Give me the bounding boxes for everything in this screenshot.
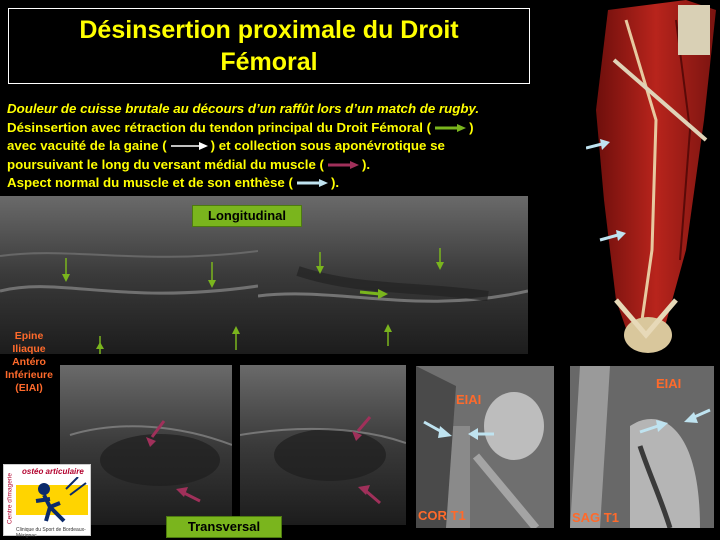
description-line-1: Douleur de cuisse brutale au décours d’un raffût lors d’un match de rugby.	[7, 101, 480, 116]
mri-sag-eiai-label: EIAI	[656, 376, 682, 391]
description-line-4-end: ).	[361, 156, 371, 172]
description-line-3	[7, 137, 577, 156]
mri-coronal-t1-image	[416, 366, 554, 528]
eiai-side-line: Iliaque	[12, 343, 46, 355]
description-line-2-end: )	[469, 119, 474, 135]
case-description	[7, 100, 577, 193]
mri-sagittal-t1-image	[570, 366, 714, 528]
description-line-5-start: Aspect normal du muscle et de son enthèse (	[7, 175, 293, 190]
eiai-side-line: Epine	[14, 330, 44, 342]
transversal-label: Transversal	[166, 516, 282, 538]
description-line-5	[7, 174, 577, 193]
transversal-ultrasound-right	[240, 365, 406, 525]
description-line-3-start: avec vacuité de la gaine (	[7, 138, 167, 153]
thigh-muscle-anatomy-image	[586, 0, 720, 360]
eiai-side-line: Inférieure	[5, 369, 53, 381]
purple-arrow-icon	[326, 160, 360, 170]
sag-t1-label: SAG T1	[572, 510, 619, 525]
logo-side-text: Centre d'imagerie	[6, 472, 14, 525]
light-blue-arrow-icon	[295, 178, 329, 188]
eiai-side-line: Antéro	[12, 356, 46, 368]
longitudinal-label: Longitudinal	[192, 205, 302, 227]
cor-t1-label: COR T1	[418, 508, 466, 523]
description-line-4	[7, 156, 577, 175]
description-line-3-end: ) et collection sous aponévrotique se	[210, 138, 445, 153]
description-line-2-start: Désinsertion avec rétraction du tendon principal du Droit Fémoral (	[7, 119, 432, 135]
description-line-2	[7, 119, 577, 138]
logo-top-text: ostéo articulaire	[22, 467, 84, 476]
green-arrow-icon	[433, 123, 467, 133]
eiai-side-line: (EIAI)	[15, 382, 43, 394]
title-line-2: Fémoral	[220, 48, 318, 76]
description-line-4-start: poursuivant le long du versant médial du muscle (	[7, 156, 324, 172]
slide-title	[8, 8, 530, 84]
eiai-side-label	[2, 330, 56, 395]
mri-cor-eiai-label: EIAI	[456, 392, 482, 407]
logo-bottom-text: Clinique du Sport de Bordeaux-Mérignac	[16, 527, 86, 539]
clinic-logo	[3, 464, 91, 539]
title-line-1: Désinsertion proximale du Droit	[79, 16, 459, 44]
description-line-5-end: ).	[330, 175, 340, 190]
thin-white-arrow-icon	[169, 141, 209, 151]
logo-figure-icon	[16, 477, 88, 525]
